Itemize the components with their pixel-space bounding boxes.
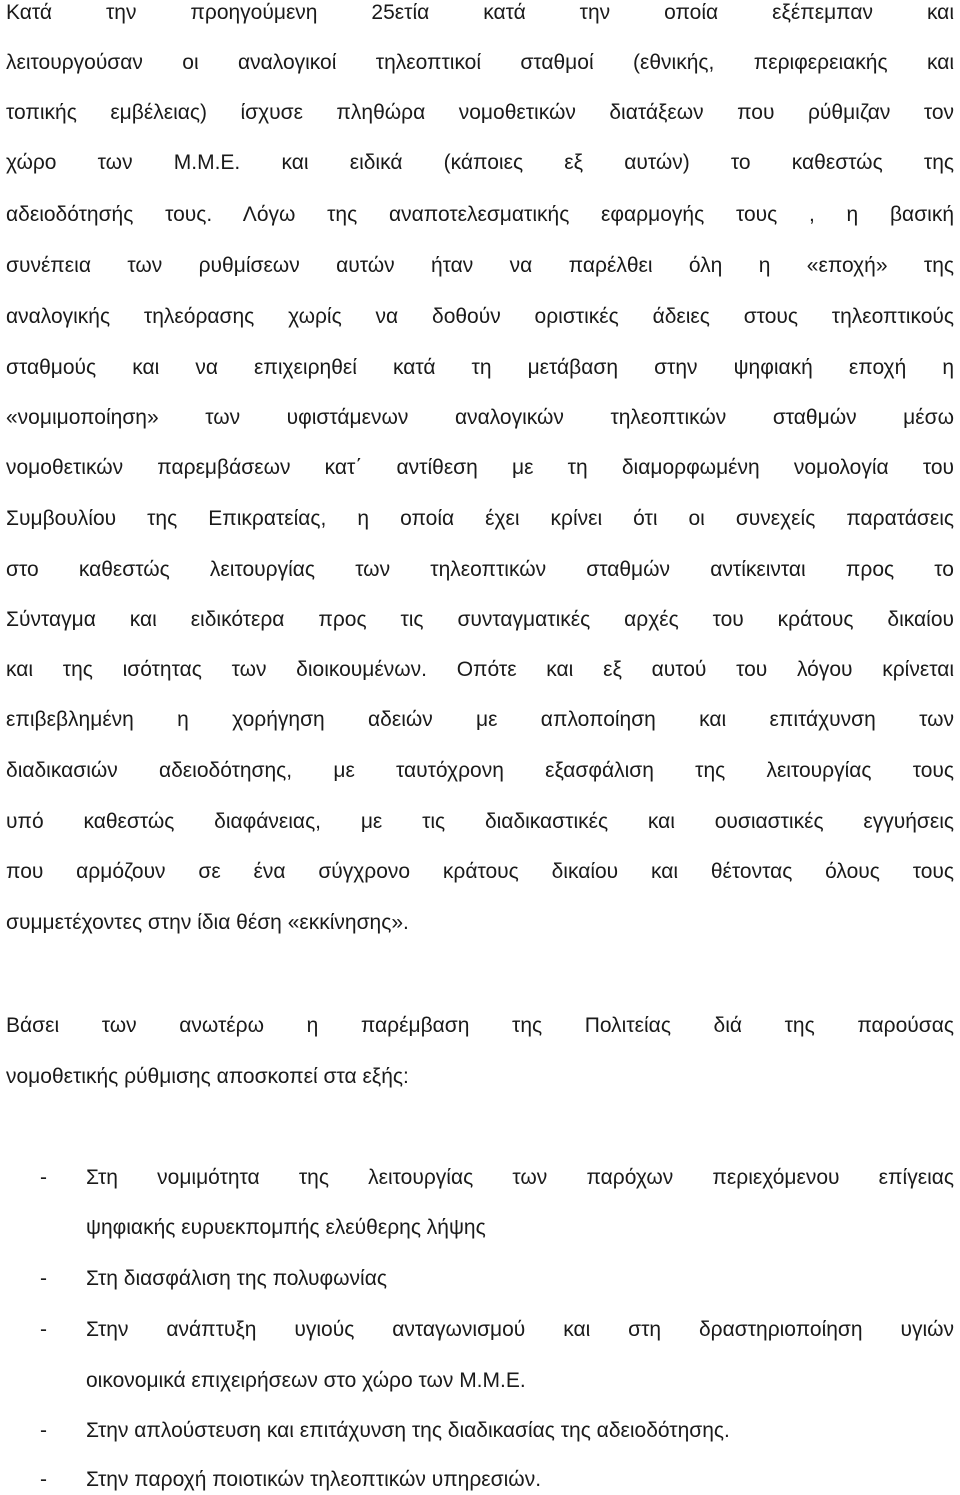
list-item-text: οικονομικά επιχειρήσεων στο χώρο των Μ.Μ.Ε.: [86, 1369, 526, 1392]
list-item-text: Στην παροχή ποιοτικών τηλεοπτικών υπηρεσιών.: [86, 1468, 542, 1491]
paragraph-line: στο καθεστώς λειτουργίας των τηλεοπτικών σταθμών αντίκεινται προς το: [6, 558, 954, 581]
paragraph-line: σταθμούς και να επιχειρηθεί κατά τη μετάβαση στην ψηφιακή εποχή η: [6, 356, 954, 379]
paragraph-line: Βάσει των ανωτέρω η παρέμβαση της Πολιτείας διά της παρούσας: [6, 1014, 954, 1037]
paragraph-line: και της ισότητας των διοικουμένων. Οπότε και εξ αυτού του λόγου κρίνεται: [6, 658, 954, 681]
paragraph-line: διαδικασιών αδειοδότησης, με ταυτόχρονη εξασφάλιση της λειτουργίας τους: [6, 759, 954, 782]
paragraph-line: που αρμόζουν σε ένα σύγχρονο κράτους δικαίου και θέτοντας όλους τους: [6, 860, 954, 883]
list-item-text: Στη διασφάλιση της πολυφωνίας: [86, 1267, 387, 1290]
paragraph-line: επιβεβλημένη η χορήγηση αδειών με απλοποίηση και επιτάχυνση των: [6, 708, 954, 731]
paragraph-line: Κατά την προηγούμενη 25ετία κατά την οποία εξέπεμπαν και: [6, 1, 954, 24]
bullet-dash: -: [40, 1419, 47, 1442]
bullet-dash: -: [40, 1267, 47, 1290]
list-item-text: Στην απλούστευση και επιτάχυνση της διαδικασίας της αδειοδότησης.: [86, 1419, 730, 1442]
paragraph-line: συμμετέχοντες στην ίδια θέση «εκκίνησης».: [6, 911, 409, 934]
list-item-text: ψηφιακής ευρυεκπομπής ελεύθερης λήψης: [86, 1216, 486, 1239]
paragraph-line: υπό καθεστώς διαφάνειας, με τις διαδικαστικές και ουσιαστικές εγγυήσεις: [6, 810, 954, 833]
paragraph-line: νομοθετικής ρύθμισης αποσκοπεί στα εξής:: [6, 1065, 409, 1088]
paragraph-line: συνέπεια των ρυθμίσεων αυτών ήταν να παρέλθει όλη η «εποχή» της: [6, 254, 954, 277]
bullet-dash: -: [40, 1166, 47, 1189]
bullet-dash: -: [40, 1318, 47, 1341]
paragraph-line: Συμβουλίου της Επικρατείας, η οποία έχει κρίνει ότι οι συνεχείς παρατάσεις: [6, 507, 954, 530]
paragraph-line: λειτουργούσαν οι αναλογικοί τηλεοπτικοί σταθμοί (εθνικής, περιφερειακής και: [6, 51, 954, 74]
paragraph-line: Σύνταγμα και ειδικότερα προς τις συνταγματικές αρχές του κράτους δικαίου: [6, 608, 954, 631]
paragraph-line: «νομιμοποίηση» των υφιστάμενων αναλογικών τηλεοπτικών σταθμών μέσω: [6, 406, 954, 429]
list-item-text: Στην ανάπτυξη υγιούς ανταγωνισμού και στη δραστηριοποίηση υγιών: [86, 1318, 954, 1341]
paragraph-line: αναλογικής τηλεόρασης χωρίς να δοθούν οριστικές άδειες στους τηλεοπτικούς: [6, 305, 954, 328]
list-item-text: Στη νομιμότητα της λειτουργίας των παρόχων περιεχόμενου επίγειας: [86, 1166, 954, 1189]
paragraph-line: νομοθετικών παρεμβάσεων κατ΄ αντίθεση με τη διαμορφωμένη νομολογία του: [6, 456, 954, 479]
paragraph-line: χώρο των Μ.Μ.Ε. και ειδικά (κάποιες εξ αυτών) το καθεστώς της: [6, 151, 954, 174]
paragraph-line: τοπικής εμβέλειας) ίσχυσε πληθώρα νομοθετικών διατάξεων που ρύθμιζαν τον: [6, 101, 954, 124]
paragraph-line: αδειοδότησής τους. Λόγω της αναποτελεσματικής εφαρμογής τους , η βασική: [6, 203, 954, 226]
bullet-dash: -: [40, 1468, 47, 1491]
